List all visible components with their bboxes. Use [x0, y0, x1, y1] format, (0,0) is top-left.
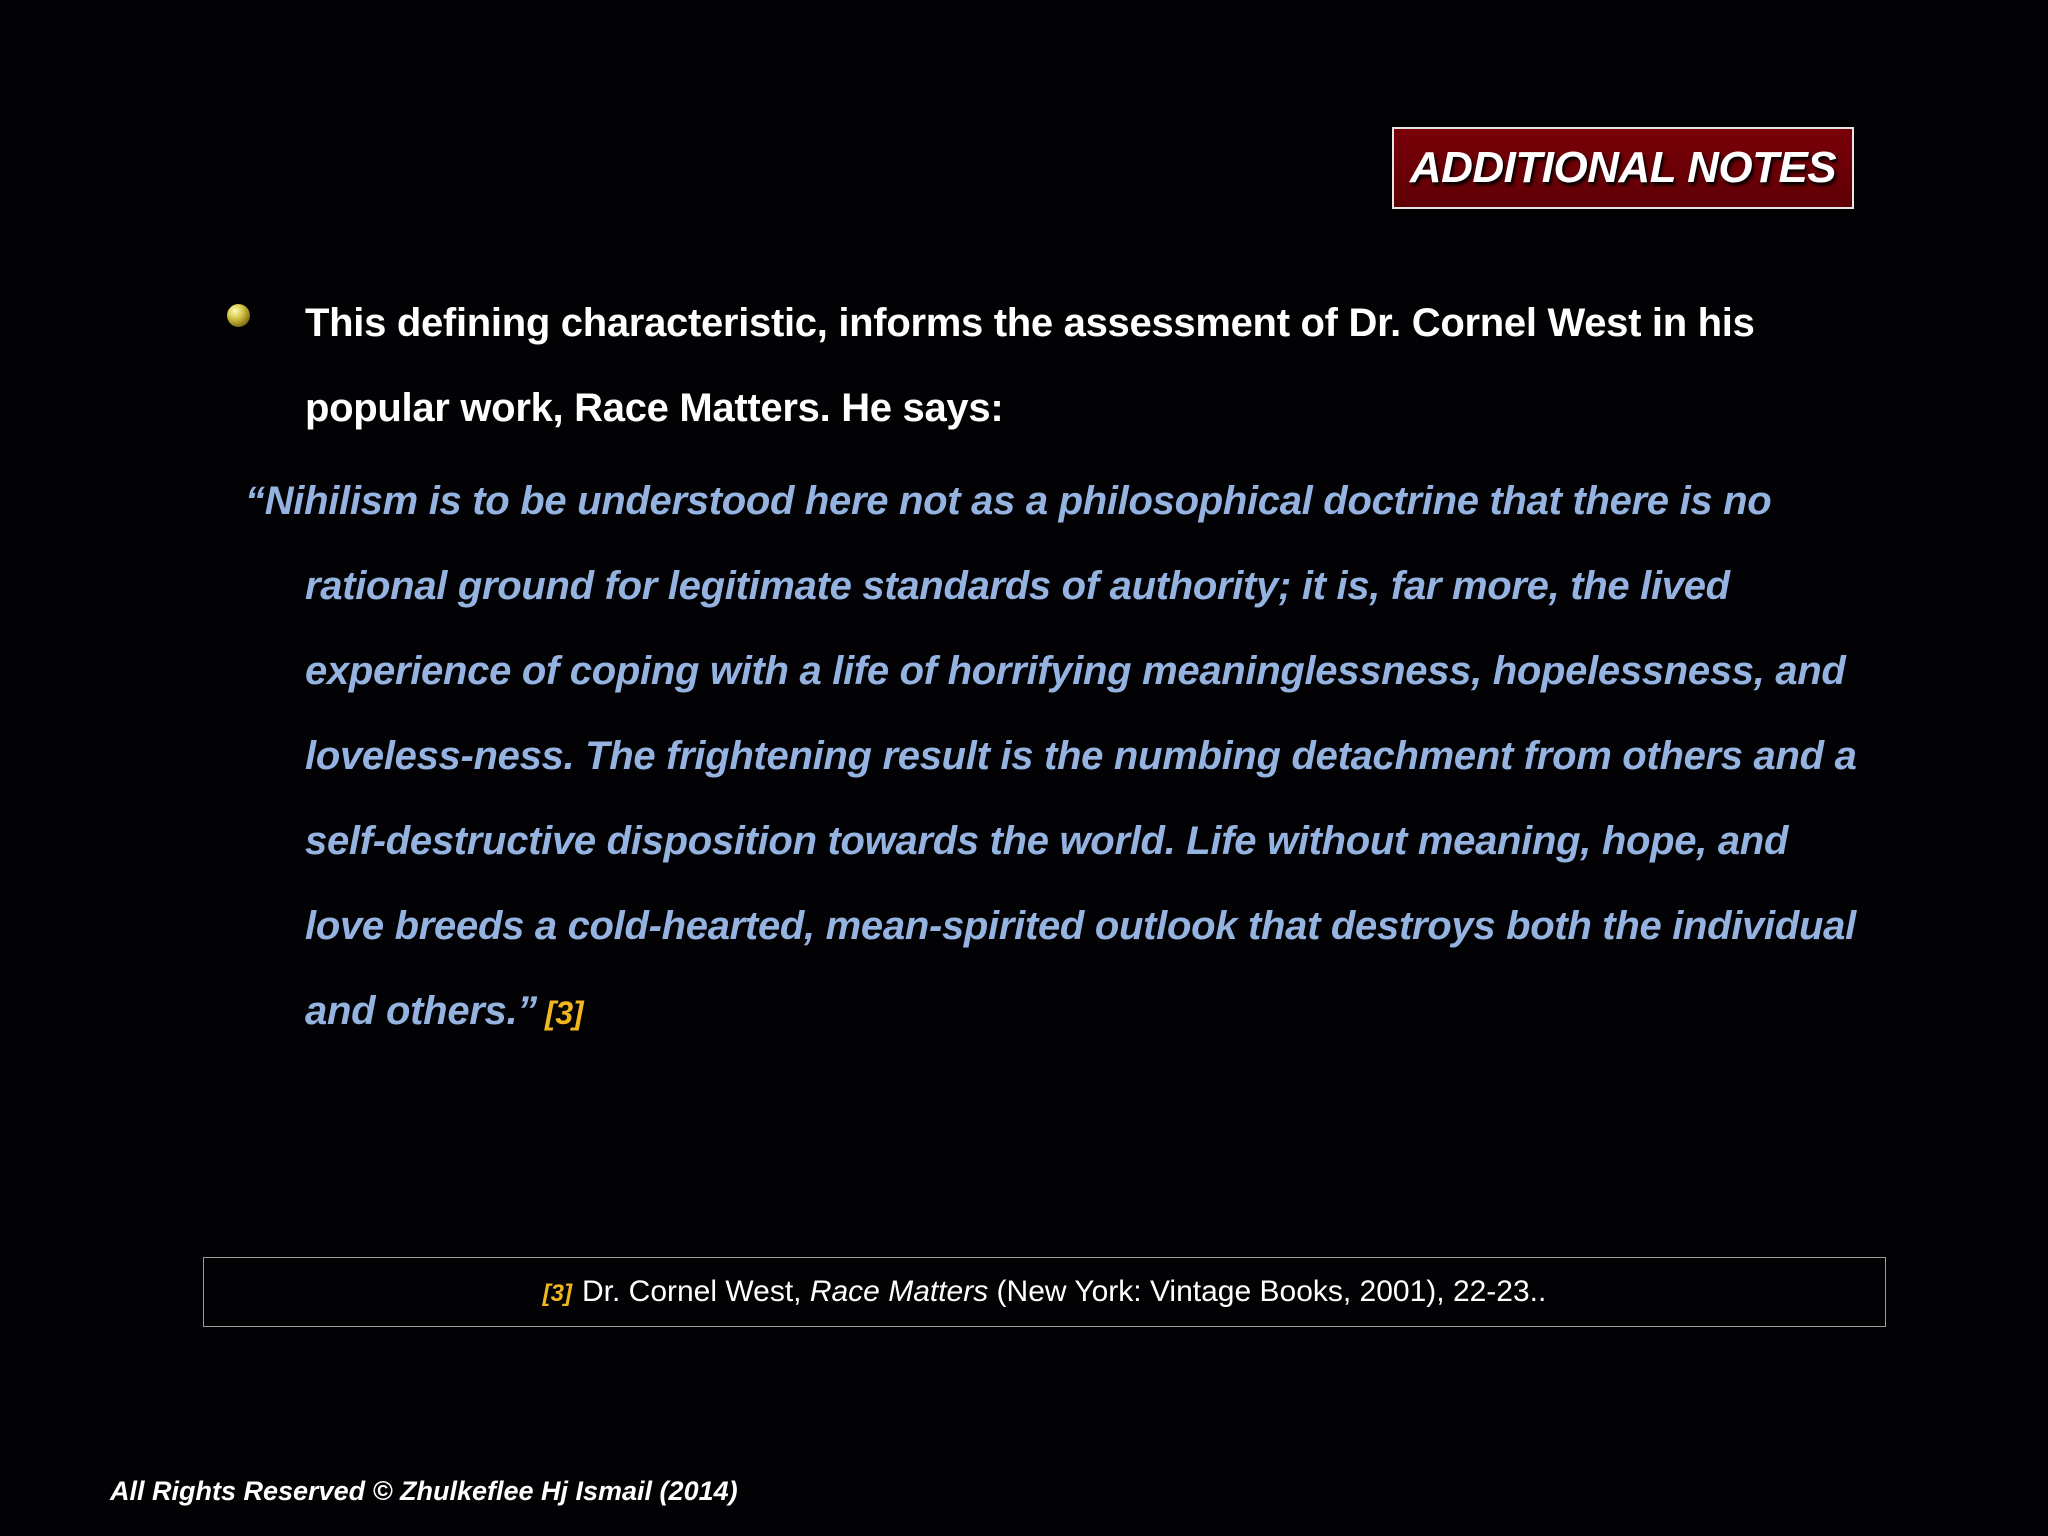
section-badge: ADDITIONAL NOTES: [1392, 127, 1854, 209]
footnote-reference-marker: [3]: [542, 1280, 572, 1307]
footnote-details: (New York: Vintage Books, 2001), 22-23..: [988, 1275, 1547, 1308]
intro-text: This defining characteristic, informs the assessment of Dr. Cornel West in his popular work, Race Matters. He says:: [305, 301, 1755, 430]
copyright-notice: All Rights Reserved © Zhulkeflee Hj Ismail (2014): [110, 1476, 738, 1506]
quote-text: “Nihilism is to be understood here not as a philosophical doctrine that there is no rational ground for legitimate standards of authority; it is, far more, the lived experience of coping with a life of horrifying meaninglessness, hopelessness, and loveless-ness. The frightening result is the numbing detachment from others and a self-destructive disposition towards the world. Life without meaning, hope, and love breeds a cold-hearted, mean-spirited outlook that destroys both the individual and others.”: [245, 479, 1857, 1033]
footnote-author: Dr. Cornel West,: [581, 1275, 810, 1308]
footnote-box: [203, 1257, 1886, 1327]
bullet-icon: [227, 304, 250, 327]
quote-reference-marker: [3]: [545, 995, 584, 1031]
footnote-title: Race Matters: [809, 1275, 989, 1308]
quote-block: [245, 459, 1865, 1056]
